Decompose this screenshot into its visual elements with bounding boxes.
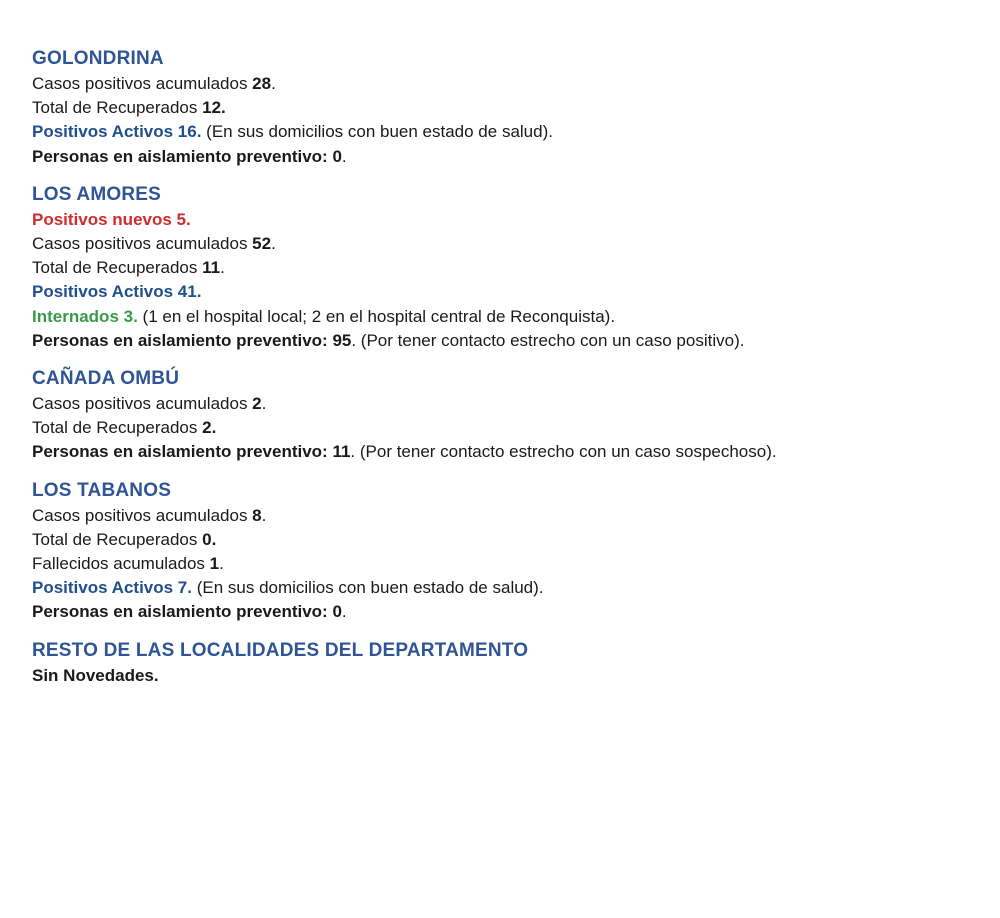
total-recovered: Total de Recuperados 11. [32, 258, 225, 278]
preventive-isolation: Personas en aislamiento preventivo: 0. [32, 602, 347, 622]
section-heading: CAÑADA OMBÚ [32, 368, 180, 390]
cumulative-positive-cases: Casos positivos acumulados 28. [32, 74, 276, 93]
preventive-isolation: Personas en aislamiento preventivo: 11. (Por tener contacto estrecho con un caso sospechoso). [32, 442, 777, 462]
total-recovered: Total de Recuperados 0. [32, 529, 217, 549]
total-recovered: Total de Recuperados 2. [32, 418, 217, 438]
active-positives: Positivos Activos 7. (En sus domicilios con buen estado de salud). [32, 578, 544, 598]
no-news: Sin Novedades. [32, 665, 159, 685]
new-positives: Positivos nuevos 5. [32, 209, 191, 229]
section-heading: RESTO DE LAS LOCALIDADES DEL DEPARTAMENTO [32, 639, 529, 661]
active-positives: Positivos Activos 41. [32, 282, 202, 302]
section-canada-ombu [32, 366, 962, 465]
cumulative-positive-cases: Casos positivos acumulados 8. [32, 505, 267, 525]
preventive-isolation: Personas en aislamiento preventivo: 95. (Por tener contacto estrecho con un caso positivo). [32, 330, 745, 350]
section-heading: LOS TABANOS [32, 479, 172, 501]
section-los-amores [32, 182, 962, 353]
section-heading: GOLONDRINA [32, 48, 164, 69]
section-los-tabanos [32, 478, 962, 625]
active-positives: Positivos Activos 16. (En sus domicilios con buen estado de salud). [32, 122, 553, 142]
hospitalized: Internados 3. (1 en el hospital local; 2 en el hospital central de Reconquista). [32, 306, 616, 326]
cumulative-positive-cases: Casos positivos acumulados 2. [32, 394, 267, 414]
section-rest-of-department [32, 638, 962, 688]
cumulative-positive-cases: Casos positivos acumulados 52. [32, 234, 276, 254]
preventive-isolation: Personas en aislamiento preventivo: 0. [32, 146, 347, 166]
section-heading: LOS AMORES [32, 183, 162, 205]
section-golondrina [32, 46, 962, 169]
cumulative-deaths: Fallecidos acumulados 1. [32, 554, 224, 574]
total-recovered: Total de Recuperados 12. [32, 98, 226, 118]
report-document [32, 46, 962, 701]
